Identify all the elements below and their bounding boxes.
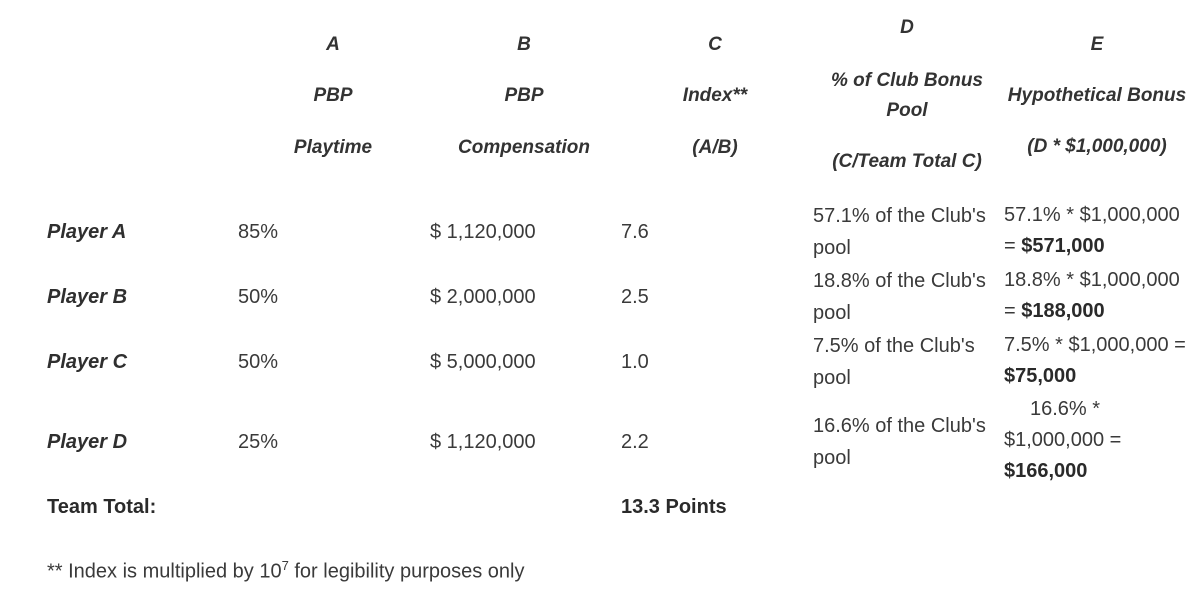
pool-share-text: 16.6% of the Club's (813, 415, 986, 437)
bonus-formula: 18.8% * $1,000,000 (1004, 269, 1180, 291)
bonus-value: $188,000 (1021, 300, 1105, 322)
pool-share-cell (813, 330, 999, 394)
index-cell: 2.5 (621, 286, 649, 308)
playtime-cell: 50% (238, 286, 279, 308)
bonus-cell (1004, 330, 1186, 392)
column-b-letter: B (517, 34, 531, 55)
index-cell: 1.0 (621, 351, 649, 373)
playtime-cell: 50% (238, 351, 279, 373)
bonus-equals: = (1004, 235, 1022, 257)
footnote (47, 558, 525, 584)
team-total-label: Team Total: (47, 496, 157, 518)
index-cell: 7.6 (621, 221, 649, 243)
bonus-value: $166,000 (1004, 460, 1088, 482)
column-c-letter: C (708, 34, 722, 55)
pool-share-text-cont: pool (813, 302, 851, 324)
player-name: Player B (47, 286, 128, 308)
column-a-title: PBP (313, 85, 353, 106)
player-name: Player D (47, 431, 128, 453)
playtime-cell: 25% (238, 431, 279, 453)
pool-share-text-cont: pool (813, 367, 851, 389)
bonus-formula-cont: $1,000,000 = (1004, 429, 1122, 451)
column-e-letter: E (1090, 34, 1104, 55)
column-d-title: % of Club Bonus (831, 70, 983, 91)
pool-share-text: 57.1% of the Club's (813, 205, 986, 227)
compensation-cell: $ 1,120,000 (430, 221, 536, 243)
bonus-value: $75,000 (1004, 365, 1077, 387)
column-c-title: Index** (682, 85, 748, 106)
index-cell: 2.2 (621, 431, 649, 453)
footnote-text: ** Index is multiplied by 10 (47, 560, 282, 583)
pool-share-text-cont: pool (813, 447, 851, 469)
pool-share-cell (813, 265, 999, 329)
bonus-formula: 7.5% * $1,000,000 = (1004, 334, 1186, 356)
bonus-cell (1004, 394, 1121, 487)
bonus-cell (1004, 200, 1180, 262)
column-b-subtitle: Compensation (458, 137, 590, 158)
player-name: Player A (47, 221, 127, 243)
bonus-formula: 57.1% * $1,000,000 (1004, 204, 1180, 226)
bonus-value: $571,000 (1021, 235, 1105, 257)
column-a-subtitle: Playtime (293, 137, 373, 158)
pool-share-text: 18.8% of the Club's (813, 270, 986, 292)
footnote-exponent: 7 (281, 558, 289, 573)
team-total-value: 13.3 Points (621, 496, 727, 518)
column-d-subtitle: (C/Team Total C) (832, 151, 982, 172)
column-d-title-cont: Pool (886, 100, 928, 121)
pool-share-text-cont: pool (813, 237, 851, 259)
bonus-formula: 16.6% * (1030, 398, 1101, 420)
bonus-equals: = (1004, 300, 1022, 322)
footnote-text-cont: for legibility purposes only (288, 560, 525, 583)
bonus-cell (1004, 265, 1180, 327)
playtime-cell: 85% (238, 221, 279, 243)
column-a-letter: A (326, 34, 340, 55)
pool-share-cell (813, 200, 999, 264)
column-b-title: PBP (504, 85, 544, 106)
pool-share-cell (813, 410, 999, 474)
compensation-cell: $ 1,120,000 (430, 431, 536, 453)
column-e-subtitle: (D * $1,000,000) (1027, 136, 1167, 157)
compensation-cell: $ 5,000,000 (430, 351, 536, 373)
column-c-subtitle: (A/B) (692, 137, 738, 158)
pool-share-text: 7.5% of the Club's (813, 335, 975, 357)
compensation-cell: $ 2,000,000 (430, 286, 536, 308)
column-d-letter: D (900, 17, 914, 38)
player-name: Player C (47, 351, 128, 373)
column-e-title: Hypothetical Bonus (1007, 85, 1187, 106)
